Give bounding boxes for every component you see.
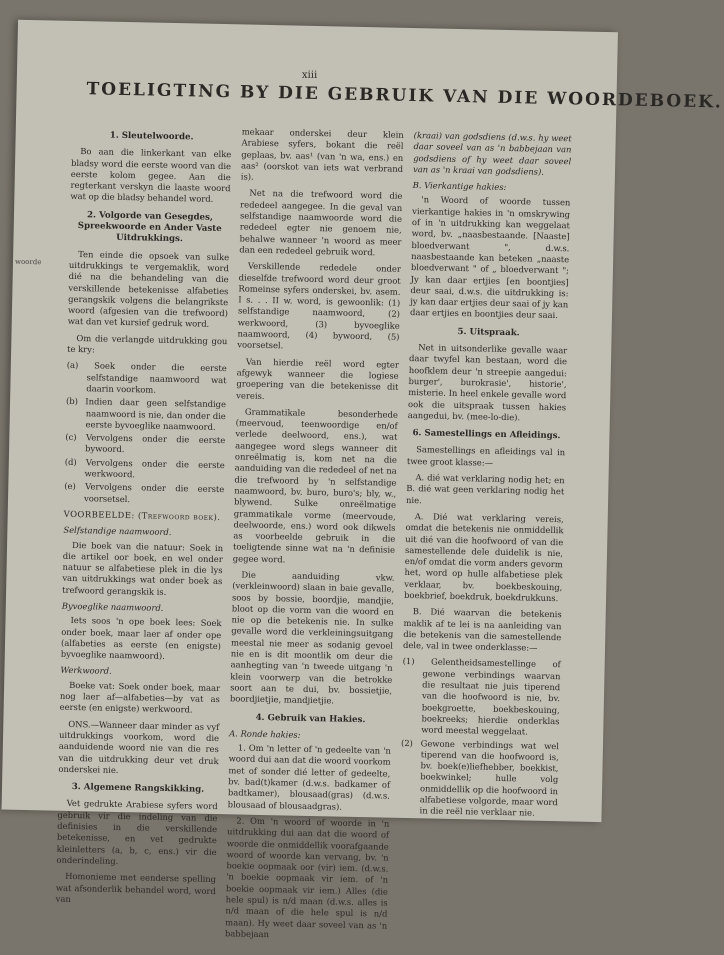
paragraph: (kraai) van godsdiens (d.w.s. hy weet daar soveel van as 'n babbejaan van godsdiens of hy weet daar soveel van as 'n kraai van godsdiens).	[412, 130, 572, 177]
paragraph: Verskillende rededele onder dieselfde trefwoord word deur groot Romeinse syfers onderskei, bv. asem. I s. . . II w. word, is gewoonlik: (1) selfstandige naamwoord, (2) werkwoord, (3) byvoeglike naamwoord, (4) bywoord, (5) voorsetsel.	[237, 260, 402, 351]
list-item: (d) Vervolgens onder die eerste werkwoord.	[64, 456, 225, 480]
subclass-list	[399, 656, 560, 819]
section-heading: 3. Algemene Rangskikking.	[71, 782, 205, 795]
list-item: (a) Soek onder die eerste selfstandige naamwoord wat daarin voorkom.	[66, 360, 227, 395]
section-heading: 1. Sleutelwoorde.	[109, 130, 194, 143]
page-title: TOELIGTING BY DIE GEBRUIK VAN DIE WOORDEBOEK.	[86, 79, 724, 113]
paragraph: Die aanduiding vkw. (verkleinwoord) slaan in baie gevalle, soos by bossie, boordjie, mandjie, bloot op die vorm van die woord en nie op die betekenis nie. In sulke gevalle word die verkleiningsuitgang meestal nie meer as sodanig gevoel nie en is dit moontlik om deur die aanhegting van 'n tweede uitgang 'n klein voorwerp van die betrokke soort aan te dui, bv. bossietjie, boordjietjie, mandjietjie.	[229, 569, 395, 706]
column-2	[225, 126, 404, 947]
section-heading: 5. Uitspraak.	[457, 326, 520, 339]
example-type: Werkwoord.	[60, 665, 112, 677]
column-3	[399, 130, 571, 825]
example-type: Selfstandige naamwoord.	[63, 524, 172, 538]
paragraph: Die boek van die natuur: Soek in die artikel oor boek, en wel onder natuur se alfabetiese plek in die lys van uitdrukkings wat onder boek as trefwoord gerangskik is.	[62, 539, 224, 597]
paragraph: Homonieme met eenderse spelling wat afsonderlik behandel word, word van	[55, 871, 217, 904]
paragraph: Net na die trefwoord word die rededeel aangegee. In die geval van selfstandige naamwoorde word die rededeel egter nie genoem nie, behalwe wanneer 'n woord as meer dan een rededeel gebruik word.	[239, 188, 403, 258]
paragraph: 2. Om 'n woord of woorde in 'n uitdrukking dui aan dat die woord of woorde die onmiddellik voorafgaande woord of woorde kan vervang, bv. 'n boekie oopmaak oor (vir) iem. (d.w.s. 'n boekie oopmaak vir iem. of 'n boekie oopmaak vir iem.) Alles (die hele spul) is n/d maan (d.w.s. alles is n/d maan of die hele spul is n/d maan). Hy weet daar soveel van as 'n babbejaan	[224, 815, 390, 940]
paragraph: Net in uitsonderlike gevalle waar daar twyfel kan bestaan, word die hoofklem deur 'n streepie aangedui: burger', burokrasie', historie', misterie. In heel enkele gevalle word ook die uitspraak tussen hakies aangedui, bv. (mee-lo-die).	[407, 342, 568, 423]
list-item: (b) Indien daar geen selfstandige naamwoord is nie, dan onder die eerste byvoeglike naamwoord.	[65, 396, 227, 432]
list-item: (c) Vervolgens onder die eerste bywoord.	[65, 431, 226, 455]
paragraph: Grammatikale besonderhede (meervoud, teenwoordige en/of verlede deelwoord, ens.), wat aangegee word slegs wanneer dit onreëlmatig is, kom net na die aanduiding van die rededeel of net na die trefwoord by 'n selfstandige naamwoord, bv. buro, buro's; bly, w., blywend. Sulke onreëlmatige grammatikale vorme (meervoude, deelwoorde, ens.) word ook dikwels as voorbeelde gebruik in die toeligtende sinne wat na 'n definisie gegee word.	[232, 406, 398, 565]
examples-heading: VOORBEELDE: (Trefwoord boek).	[63, 508, 221, 522]
paragraph: Boeke vat: Soek onder boek, maar nog laer af—alfabeties—by vat as eerste (en enigste) werkwoord.	[59, 679, 221, 715]
list-item: (1) Gelentheidsamestellinge of gewone verbindings waarvan die resultaat nie juis tiperend van die hoofwoord is nie, bv. boekgroette, boekbeskouing, boekreeks; hierdie onderklas word meestal weggelaat.	[402, 656, 561, 737]
example-type: Byvoeglike naamwoord.	[61, 600, 164, 613]
page-number: xiii	[301, 69, 318, 81]
list-item: (2) Gewone verbindings wat wel tiperend van die hoofwoord is, bv. boek(e)liefhebber, boekkist, boekwinkel; hulle volg onmiddellik op die hoofwoord in alfabetiese volgorde, maar word in die reël nie verklaar nie.	[400, 737, 560, 819]
paragraph: Bo aan die linkerkant van elke bladsy word die eerste woord van die eerste kolom gegee. Aan die regterkant verskyn die laaste woord wat op die bladsy behandel word.	[70, 146, 232, 205]
rule-list	[64, 360, 227, 507]
subsection-label: B. Vierkantige hakies:	[412, 180, 507, 193]
book-page	[2, 20, 724, 940]
paragraph: A. Dié wat verklaring vereis, omdat die betekenis nie onmiddellik uit dié van die hoofwoord of van die samestellende dele duidelik is nie, en/of omdat die vorm anders gevorm het, word op hulle alfabetiese plek verklaar, bv. boekbeskouing, boekbrief, boekdruk, boekdrukkuns.	[403, 511, 564, 604]
paragraph: Ten einde die opsoek van sulke uitdrukkings te vergemaklik, word dié na die behandeling van die verskillende betekenisse alfabeties gerangskik volgens die belangrikste woord (afgesien van die trefwoord) wat dan vet kursief gedruk word.	[67, 248, 230, 330]
section-heading: 6. Samestellings en Afleidings.	[412, 428, 561, 442]
paragraph: mekaar onderskei deur klein Arabiese syfers, bokant die reël geplaas, bv. aas¹ (van 'n wa, ens.) en aas² (oorskot van iets wat verbrand is).	[240, 126, 404, 182]
section-heading: 2. Volgorde van Gesegdes, Spreekwoorde en Ander Vaste Uitdrukkings.	[77, 209, 222, 245]
paragraph: 'n Woord of woorde tussen vierkantige hakies in 'n omskrywing of in 'n uitdrukking kan weggelaat word, bv. „naasbestaande. [Naaste] bloedverwant ", d.w.s. naasbestaande kan beteken „naaste bloedverwant " of „ bloedverwant "; Jy kan daar ertjies [en boontjies] deur saai, d.w.s. die uitdrukking is: jy kan daar ertjies deur saai of jy kan daar ertjies en boontjies deur saai.	[409, 194, 571, 321]
paragraph: Samestellings en afleidings val in twee groot klasse:—	[406, 444, 566, 468]
paragraph: A. dié wat verklaring nodig het; en B. dié wat geen verklaring nodig het nie.	[405, 472, 565, 505]
paragraph: Om die verlangde uitdrukking gou te kry:	[67, 332, 228, 355]
margin-note: woorde	[14, 257, 42, 267]
paragraph: ONS.—Wanneer daar minder as vyf uitdrukkings voorkom, word die aanduidende woord nie van die res van die uitdrukking deur vet druk onderskei nie.	[58, 718, 220, 775]
paragraph: Iets soos 'n ope boek lees: Soek onder boek, maar laer af onder ope (alfabeties as eerste (en enigste) byvoeglike naamwoord).	[60, 615, 222, 662]
subsection-label: A. Ronde hakies:	[229, 728, 301, 740]
list-item: (e) Vervolgens onder die eerste voorsetsel.	[64, 481, 225, 504]
column-1	[55, 123, 231, 913]
paragraph: Vet gedrukte Arabiese syfers word gebruik vir die indeling van die definisies in die verskillende betekenisse, en vet gedrukte kleinletters (a, b, c, ens.) vir die onderindeling.	[56, 798, 218, 866]
section-heading: 4. Gebruik van Hakies.	[255, 712, 366, 725]
paragraph: Van hierdie reël word egter afgewyk wanneer die logiese groepering van die betekenisse dit vereis.	[236, 356, 400, 401]
paragraph: 1. Om 'n letter of 'n gedeelte van 'n woord dui aan dat die woord voorkom met of sonder dié letter of gedeelte, bv. bad(t)kamer (d.w.s. badkamer of badtkamer), blousaad(gras) (d.w.s. blousaad of blousaadgras).	[227, 742, 391, 812]
paragraph: B. Dié waarvan die betekenis maklik af te lei is na aanleiding van die betekenis van die samestellende dele, val in twee onderklasse:—	[402, 606, 562, 653]
